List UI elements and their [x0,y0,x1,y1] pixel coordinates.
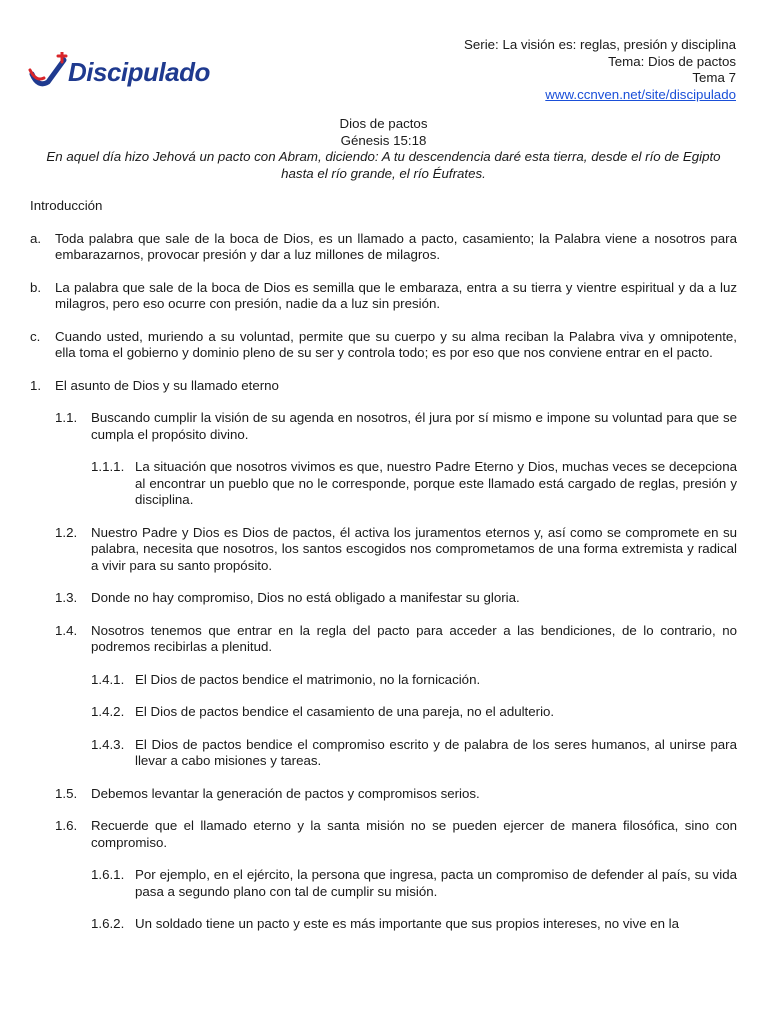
list-item: 1.4.2. El Dios de pactos bendice el casamiento de una pareja, no el adulterio. [91,704,555,719]
list-item: 1.6. Recuerde que el llamado eterno y la santa misión no se pueden ejercer de manera filosófica, sino con compromiso. [55,818,737,850]
list-item: 1.6.2. Un soldado tiene un pacto y este es más importante que sus propios intereses, no vive en la [91,916,680,931]
list-item: 1.2. Nuestro Padre y Dios es Dios de pactos, él activa los juramentos eternos y, así como se compromete en su palabra, necesita que nosotros, los santos escogidos nos comprometamos de una forma extremista y radical a vivir para su santo propósito. [55,524,737,573]
list-item: 1.6.1. Por ejemplo, en el ejército, la persona que ingresa, pacta un compromiso de defender al país, su vida pasa a segundo plano con tal de cumplir su misión. [91,867,737,899]
list-item: 1.1.1. La situación que nosotros vivimos es que, nuestro Padre Eterno y Dios, muchas veces se decepciona al encontrar un pueblo que no le corresponde, porque este llamado está cargado de reglas, presión y disciplina. [91,459,737,507]
tema-line: Tema: Dios de pactos [608,53,736,69]
list-item: 1.3. Donde no hay compromiso, Dios no está obligado a manifestar su gloria. [55,590,520,605]
list-item: 1.1. Buscando cumplir la visión de su agenda en nosotros, él jura por sí mismo e impone su voluntad para que se cumpla el propósito divino. [55,410,737,442]
doc-title: Dios de pactos [339,116,428,131]
intro-item: c. Cuando usted, muriendo a su voluntad, permite que su cuerpo y su alma reciban la Palabra viva y omnipotente, ella toma el gobierno y dominio pleno de su ser y controla todo; es por eso que nos conviene entrar en el pacto. [30,328,737,360]
intro-heading: Introducción [30,198,103,213]
list-item: 1.4.1. El Dios de pactos bendice el matrimonio, no la fornicación. [91,671,481,687]
list-item: 1.4. Nosotros tenemos que entrar en la regla del pacto para acceder a las bendiciones, de lo contrario, no podremos recibirlas a plenitud. [55,622,737,654]
doc-verse: En aquel día hizo Jehová un pacto con Abram, diciendo: A tu descendencia daré esta tierra, desde el río de Egipto hasta el río grande, el río Éufrates. [46,149,721,181]
logo-emblem-icon [28,52,72,96]
serie-value: La visión es: reglas, presión y disciplina [502,37,736,52]
serie-line: Serie: La visión es: reglas, presión y disciplina [464,37,736,52]
section-heading: 1. El asunto de Dios y su llamado eterno [30,377,279,393]
discipulado-logo [28,52,210,96]
document-body [30,116,737,933]
tema-value: Dios de pactos [648,53,736,69]
tema-number: Tema 7 [692,70,736,85]
intro-item: a. Toda palabra que sale de la boca de Dios, es un llamado a pacto, casamiento; la Palabra viene a nosotros para embarazarnos, provocar presión y dar a luz millones de milagros. [30,230,737,262]
intro-item: b. La palabra que sale de la boca de Dios es semilla que le embaraza, entra a su tierra y vientre espiritual y da a luz milagros, pero eso ocurre con presión, nadie da a luz sin presión. [30,279,737,311]
document-header [464,37,736,103]
doc-reference: Génesis 15:18 [340,132,427,148]
site-link[interactable]: www.ccnven.net/site/discipulado [545,86,736,102]
logo-text: Discipulado [68,57,210,87]
list-item: 1.5. Debemos levantar la generación de pactos y compromisos serios. [55,785,480,801]
list-item: 1.4.3. El Dios de pactos bendice el compromiso escrito y de palabra de los seres humanos, al unirse para llevar a cabo misiones y tareas. [91,736,737,768]
